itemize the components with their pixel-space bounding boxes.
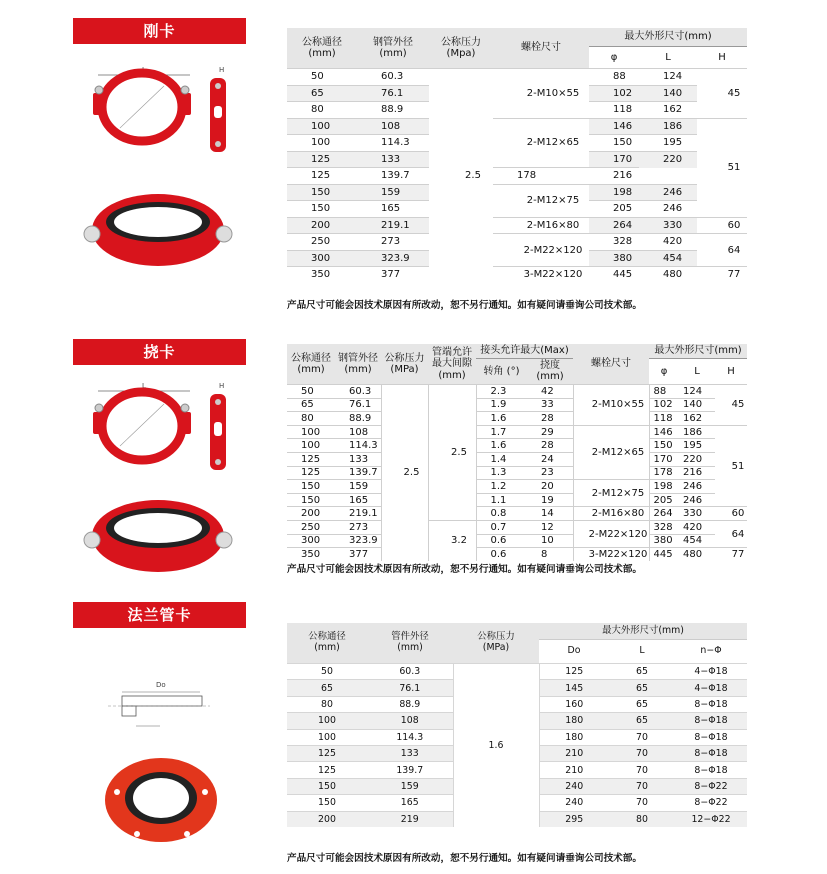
table-row	[287, 480, 747, 494]
header-dn-unit: (mm)	[297, 364, 325, 375]
cell-l: 124	[679, 385, 715, 399]
cell-angle: 1.1	[476, 493, 527, 507]
cell-dn: 65	[287, 85, 357, 102]
cell-l: 124	[639, 69, 697, 86]
header-bolt: 螺栓尺寸	[493, 28, 589, 69]
cell-n: 8−Φ22	[675, 778, 747, 794]
cell-dn: 80	[287, 102, 357, 119]
cell-dn: 125	[287, 745, 367, 761]
cell-phi: 380	[649, 534, 679, 548]
header-pressure-unit: (MPa)	[482, 642, 510, 653]
cell-h: 51	[715, 425, 747, 507]
header-gap-unit: (mm)	[438, 369, 466, 381]
table-row	[287, 439, 747, 453]
cell-dn: 150	[287, 184, 357, 201]
table-row	[287, 534, 747, 548]
cell-h: 64	[715, 520, 747, 547]
cell-l: 70	[609, 795, 675, 811]
flexible-coupling-photo	[78, 490, 238, 580]
section-note: 产品尺寸可能会因技术原因有所改动，恕不另行通知。如有疑问请垂询公司技术部。	[287, 564, 642, 575]
cell-od: 323.9	[335, 534, 381, 548]
cell-od: 323.9	[357, 250, 429, 267]
cell-deflection: 24	[527, 452, 573, 466]
cell-phi: 118	[649, 412, 679, 426]
table-row	[287, 548, 747, 561]
header-phi: φ	[589, 47, 639, 69]
cell-h: 77	[697, 267, 747, 283]
cell-l: 330	[639, 217, 697, 234]
cell-l: 246	[639, 184, 697, 201]
cell-do: 145	[539, 680, 609, 696]
cell-deflection: 23	[527, 466, 573, 480]
cell-od: 273	[335, 520, 381, 534]
cell-phi: 146	[649, 425, 679, 439]
cell-h: 45	[697, 69, 747, 119]
cell-od: 139.7	[357, 168, 429, 185]
cell-angle: 1.6	[476, 412, 527, 426]
cell-dn: 100	[287, 439, 335, 453]
cell-l: 246	[639, 201, 697, 218]
cell-phi: 170	[589, 151, 639, 168]
cell-dn: 250	[287, 234, 357, 251]
cell-bolt: 2-M12×75	[573, 480, 649, 507]
cell-phi: 150	[649, 439, 679, 453]
table-row	[287, 664, 747, 680]
header-od: 钢管外径	[373, 36, 413, 48]
cell-od: 377	[357, 267, 429, 283]
header-dn: 公称通径	[302, 36, 342, 48]
cell-angle: 1.9	[476, 398, 527, 412]
cell-phi: 445	[589, 267, 639, 283]
cell-h: 45	[715, 385, 747, 426]
cell-deflection: 28	[527, 412, 573, 426]
cell-dn: 65	[287, 680, 367, 696]
cell-l: 246	[679, 480, 715, 494]
rigid-coupling-diagram	[90, 62, 260, 162]
cell-angle: 1.6	[476, 439, 527, 453]
cell-angle: 0.6	[476, 548, 527, 561]
cell-od: 139.7	[335, 466, 381, 480]
cell-bolt: 2-M16×80	[493, 217, 589, 234]
cell-phi: 178	[649, 466, 679, 480]
cell-n: 12−Φ22	[675, 811, 747, 827]
cell-l: 65	[609, 680, 675, 696]
cell-dn: 125	[287, 466, 335, 480]
cell-l: 162	[679, 412, 715, 426]
cell-od: 60.3	[335, 385, 381, 399]
cell-phi: 146	[589, 118, 639, 135]
cell-od: 133	[357, 151, 429, 168]
cell-n: 8−Φ18	[675, 729, 747, 745]
header-h: H	[697, 47, 747, 69]
cell-deflection: 8	[527, 548, 573, 561]
section-title-rigid: 刚卡	[73, 18, 246, 44]
cell-phi: 88	[589, 69, 639, 86]
cell-gap: 3.2	[428, 520, 476, 560]
cell-l: 70	[609, 762, 675, 778]
cell-bolt: 2-M10×55	[493, 69, 589, 119]
cell-phi: 328	[589, 234, 639, 251]
cell-do: 240	[539, 778, 609, 794]
rigid-coupling-photo	[78, 182, 238, 272]
do-dimension-label: Do	[156, 681, 166, 689]
cell-od: 165	[367, 795, 453, 811]
cell-l: 454	[679, 534, 715, 548]
cell-dn: 100	[287, 729, 367, 745]
cell-dn: 80	[287, 412, 335, 426]
flange-clamp-table	[287, 623, 747, 827]
cell-dn: 100	[287, 713, 367, 729]
cell-l: 70	[609, 778, 675, 794]
cell-bolt: 2-M22×120	[573, 520, 649, 547]
cell-od: 108	[367, 713, 453, 729]
cell-od: 159	[357, 184, 429, 201]
cell-od: 133	[367, 745, 453, 761]
cell-n: 4−Φ18	[675, 680, 747, 696]
h-dimension-label: H	[219, 66, 225, 74]
flange-clamp-diagram	[100, 678, 220, 738]
header-od-unit: (mm)	[397, 642, 423, 653]
header-bolt: 螺栓尺寸	[573, 344, 649, 385]
cell-phi: 170	[649, 452, 679, 466]
cell-l: 220	[639, 151, 697, 168]
cell-od: 165	[357, 201, 429, 218]
cell-l: 216	[589, 168, 639, 185]
header-dn: 公称通径	[308, 631, 346, 643]
cell-od: 76.1	[357, 85, 429, 102]
cell-bolt: 3-M22×120	[573, 548, 649, 561]
cell-l: 480	[679, 548, 715, 561]
header-deflection: 挠度 (mm)	[527, 358, 573, 384]
header-dn: 公称通径	[291, 352, 331, 364]
cell-dn: 200	[287, 811, 367, 827]
cell-l: 195	[639, 135, 697, 152]
cell-n: 8−Φ18	[675, 713, 747, 729]
table-row	[287, 217, 747, 234]
flange-clamp-photo	[97, 752, 227, 847]
cell-pressure: 2.5	[429, 69, 493, 283]
cell-od: 108	[357, 118, 429, 135]
cell-od: 114.3	[357, 135, 429, 152]
cell-dn: 250	[287, 520, 335, 534]
cell-l: 140	[679, 398, 715, 412]
cell-bolt: 2-M22×120	[493, 234, 589, 267]
cell-phi: 205	[589, 201, 639, 218]
cell-deflection: 33	[527, 398, 573, 412]
cell-angle: 0.7	[476, 520, 527, 534]
cell-phi: 88	[649, 385, 679, 399]
cell-phi: 178	[493, 168, 589, 185]
cell-bolt: 2-M16×80	[573, 507, 649, 521]
cell-n: 8−Φ18	[675, 696, 747, 712]
cell-l: 195	[679, 439, 715, 453]
l-dimension-label: L	[142, 382, 146, 390]
cell-dn: 150	[287, 778, 367, 794]
cell-od: 159	[367, 778, 453, 794]
cell-dn: 100	[287, 135, 357, 152]
cell-dn: 300	[287, 534, 335, 548]
table-row	[287, 168, 747, 185]
cell-dn: 65	[287, 398, 335, 412]
cell-od: 165	[335, 493, 381, 507]
cell-deflection: 14	[527, 507, 573, 521]
cell-n: 8−Φ18	[675, 762, 747, 778]
cell-dn: 125	[287, 168, 357, 185]
cell-l: 330	[679, 507, 715, 521]
cell-od: 88.9	[357, 102, 429, 119]
table-row	[287, 493, 747, 507]
cell-bolt: 3-M22×120	[493, 267, 589, 283]
cell-phi: 102	[589, 85, 639, 102]
cell-phi: 198	[589, 184, 639, 201]
table-row	[287, 507, 747, 521]
cell-l: 162	[639, 102, 697, 119]
cell-do: 125	[539, 664, 609, 680]
table-row	[287, 398, 747, 412]
cell-do: 180	[539, 729, 609, 745]
cell-dn: 50	[287, 664, 367, 680]
header-deviation: 接头允许最大(Max)	[476, 344, 573, 358]
header-l: L	[679, 358, 715, 384]
section-note: 产品尺寸可能会因技术原因有所改动，恕不另行通知。如有疑问请垂询公司技术部。	[287, 300, 642, 311]
cell-od: 273	[357, 234, 429, 251]
cell-od: 88.9	[335, 412, 381, 426]
cell-gap: 2.5	[428, 385, 476, 521]
cell-dn: 150	[287, 480, 335, 494]
h-dimension-label: H	[219, 382, 225, 390]
cell-l: 70	[609, 729, 675, 745]
header-phi: φ	[649, 358, 679, 384]
cell-h: 60	[715, 507, 747, 521]
cell-l: 480	[639, 267, 697, 283]
table-row	[287, 118, 747, 135]
table-row	[287, 466, 747, 480]
cell-angle: 1.7	[476, 425, 527, 439]
cell-dn: 125	[287, 151, 357, 168]
cell-angle: 1.2	[476, 480, 527, 494]
cell-od: 114.3	[335, 439, 381, 453]
header-h: H	[715, 358, 747, 384]
header-n: n−Φ	[675, 640, 747, 664]
cell-od: 133	[335, 452, 381, 466]
cell-dn: 100	[287, 425, 335, 439]
flexible-coupling-diagram	[90, 378, 260, 478]
table-row	[287, 69, 747, 86]
cell-l: 454	[639, 250, 697, 267]
cell-dn: 300	[287, 250, 357, 267]
cell-bolt: 2-M12×75	[493, 184, 589, 217]
cell-bolt: 2-M12×65	[573, 425, 649, 479]
section-title-flexible: 挠卡	[73, 339, 246, 365]
cell-dn: 50	[287, 385, 335, 399]
cell-od: 114.3	[367, 729, 453, 745]
cell-l: 216	[679, 466, 715, 480]
cell-angle: 0.8	[476, 507, 527, 521]
table-row	[287, 520, 747, 534]
header-od-unit: (mm)	[344, 364, 372, 375]
header-pressure-unit: (MPa)	[390, 364, 419, 375]
header-pressure: 公称压力	[441, 36, 481, 48]
cell-dn: 100	[287, 118, 357, 135]
cell-l: 420	[679, 520, 715, 534]
cell-do: 210	[539, 745, 609, 761]
cell-h: 60	[697, 217, 747, 234]
section-note: 产品尺寸可能会因技术原因有所改动，恕不另行通知。如有疑问请垂询公司技术部。	[287, 853, 642, 864]
cell-h: 77	[715, 548, 747, 561]
table-row	[287, 385, 747, 399]
cell-dn: 50	[287, 69, 357, 86]
cell-n: 4−Φ18	[675, 664, 747, 680]
header-angle: 转角 (°)	[476, 358, 527, 384]
cell-n: 8−Φ22	[675, 795, 747, 811]
cell-phi: 102	[649, 398, 679, 412]
header-dn-unit: (mm)	[314, 642, 340, 653]
cell-phi: 380	[589, 250, 639, 267]
table-row	[287, 184, 747, 201]
header-gap: 管端允许最大间隙	[432, 346, 472, 370]
cell-od: 219.1	[357, 217, 429, 234]
header-od-unit: (mm)	[379, 48, 407, 59]
cell-angle: 0.6	[476, 534, 527, 548]
cell-deflection: 12	[527, 520, 573, 534]
cell-l: 420	[639, 234, 697, 251]
cell-l: 70	[609, 745, 675, 761]
header-max: 最大外形尺寸(mm)	[539, 623, 747, 640]
cell-od: 60.3	[367, 664, 453, 680]
cell-od: 76.1	[335, 398, 381, 412]
cell-l: 186	[679, 425, 715, 439]
cell-od: 76.1	[367, 680, 453, 696]
header-od: 管件外径	[391, 631, 429, 643]
cell-l: 80	[609, 811, 675, 827]
header-max: 最大外形尺寸(mm)	[589, 28, 747, 47]
header-pressure: 公称压力	[477, 631, 515, 643]
cell-deflection: 20	[527, 480, 573, 494]
cell-deflection: 42	[527, 385, 573, 399]
cell-angle: 1.4	[476, 452, 527, 466]
header-pressure-unit: (Mpa)	[446, 48, 476, 59]
table-row	[287, 425, 747, 439]
cell-deflection: 19	[527, 493, 573, 507]
cell-l: 186	[639, 118, 697, 135]
l-dimension-label: L	[142, 66, 146, 74]
cell-do: 210	[539, 762, 609, 778]
cell-dn: 150	[287, 201, 357, 218]
header-pressure: 公称压力	[384, 352, 425, 364]
cell-od: 108	[335, 425, 381, 439]
cell-phi: 264	[649, 507, 679, 521]
cell-angle: 1.3	[476, 466, 527, 480]
table-row	[287, 452, 747, 466]
cell-od: 219.1	[335, 507, 381, 521]
cell-deflection: 29	[527, 425, 573, 439]
header-l: L	[639, 47, 697, 69]
cell-phi: 445	[649, 548, 679, 561]
cell-dn: 200	[287, 507, 335, 521]
table-row	[287, 234, 747, 251]
cell-phi: 118	[589, 102, 639, 119]
cell-l: 65	[609, 713, 675, 729]
cell-phi: 205	[649, 493, 679, 507]
header-l: L	[609, 640, 675, 664]
section-title-flange: 法兰管卡	[73, 602, 246, 628]
header-dn-unit: (mm)	[308, 48, 336, 59]
header-do: Do	[539, 640, 609, 664]
cell-pressure: 2.5	[381, 385, 428, 561]
cell-do: 180	[539, 713, 609, 729]
cell-dn: 125	[287, 452, 335, 466]
cell-od: 159	[335, 480, 381, 494]
cell-od: 60.3	[357, 69, 429, 86]
cell-od: 219	[367, 811, 453, 827]
cell-bolt: 2-M10×55	[573, 385, 649, 426]
cell-l: 65	[609, 696, 675, 712]
cell-deflection: 28	[527, 439, 573, 453]
cell-l: 140	[639, 85, 697, 102]
cell-deflection: 10	[527, 534, 573, 548]
cell-dn: 350	[287, 548, 335, 561]
cell-od: 139.7	[367, 762, 453, 778]
header-max: 最大外形尺寸(mm)	[649, 344, 747, 358]
cell-phi: 150	[589, 135, 639, 152]
cell-phi: 198	[649, 480, 679, 494]
cell-n: 8−Φ18	[675, 745, 747, 761]
cell-do: 160	[539, 696, 609, 712]
cell-h: 64	[697, 234, 747, 267]
cell-od: 377	[335, 548, 381, 561]
cell-bolt: 2-M12×65	[493, 118, 589, 168]
cell-do: 295	[539, 811, 609, 827]
table-row	[287, 267, 747, 283]
cell-dn: 150	[287, 493, 335, 507]
cell-dn: 125	[287, 762, 367, 778]
cell-dn: 350	[287, 267, 357, 283]
cell-pressure: 1.6	[453, 664, 539, 827]
cell-phi: 264	[589, 217, 639, 234]
cell-dn: 200	[287, 217, 357, 234]
cell-h: 51	[697, 118, 747, 217]
cell-dn: 80	[287, 696, 367, 712]
flexible-coupling-table	[287, 344, 747, 561]
rigid-coupling-table	[287, 28, 747, 283]
cell-l: 65	[609, 664, 675, 680]
cell-angle: 2.3	[476, 385, 527, 399]
table-row	[287, 412, 747, 426]
cell-l: 246	[679, 493, 715, 507]
header-od: 钢管外径	[338, 352, 378, 364]
cell-od: 88.9	[367, 696, 453, 712]
cell-dn: 150	[287, 795, 367, 811]
cell-do: 240	[539, 795, 609, 811]
cell-phi: 328	[649, 520, 679, 534]
cell-l: 220	[679, 452, 715, 466]
